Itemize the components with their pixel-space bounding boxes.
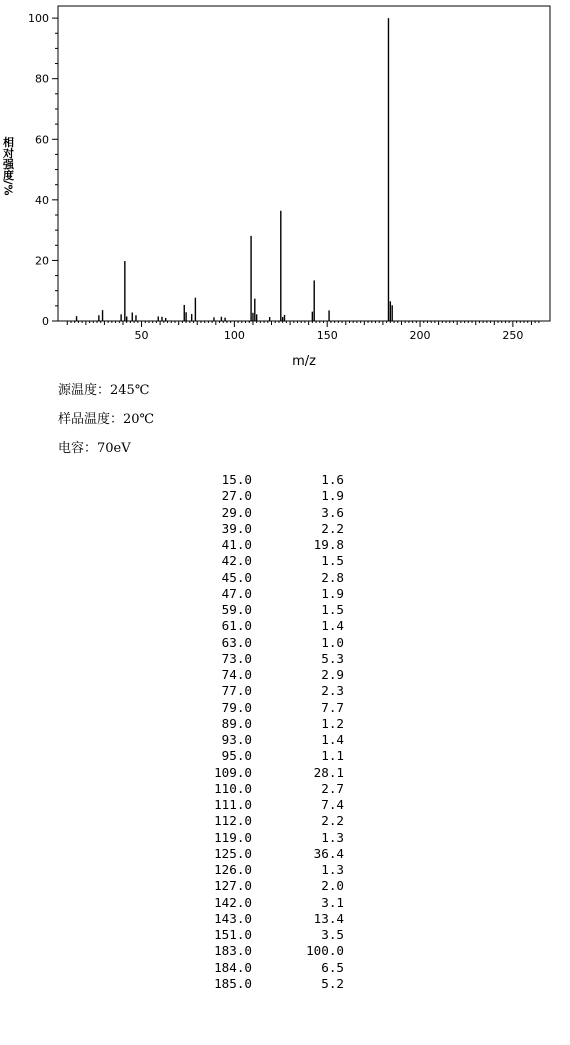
mz-cell: 142.0 [214, 894, 252, 910]
table-row [170, 700, 344, 716]
intensity-cell: 3.6 [321, 504, 344, 520]
mz-cell: 79.0 [221, 699, 252, 715]
table-row [170, 781, 344, 797]
table-row [170, 651, 344, 667]
table-row [170, 878, 344, 894]
table-row [170, 895, 344, 911]
plot-frame [58, 6, 550, 321]
mz-cell: 73.0 [221, 650, 252, 666]
mz-cell: 93.0 [221, 732, 252, 747]
table-row [170, 813, 344, 829]
table-row [170, 521, 344, 537]
table-row [170, 797, 344, 813]
table-row [170, 618, 344, 634]
intensity-cell: 7.7 [321, 699, 344, 715]
mz-cell: 95.0 [221, 748, 252, 764]
mz-cell: 127.0 [214, 878, 252, 894]
intensity-cell: 36.4 [313, 845, 344, 861]
table-row [170, 911, 344, 927]
intensity-cell: 1.9 [321, 585, 344, 601]
table-row [170, 667, 344, 683]
intensity-cell: 2.2 [321, 520, 344, 536]
mass-spectrum-chart [0, 0, 570, 372]
intensity-cell: 1.3 [321, 862, 344, 877]
table-row [170, 732, 344, 748]
intensity-cell: 6.5 [321, 959, 344, 975]
intensity-cell: 19.8 [313, 537, 344, 552]
table-row [170, 748, 344, 764]
table-row [170, 488, 344, 504]
mz-cell: 109.0 [214, 764, 252, 780]
table-row [170, 505, 344, 521]
mz-cell: 77.0 [221, 683, 252, 699]
intensity-cell: 1.0 [321, 634, 344, 650]
mz-cell: 63.0 [221, 634, 252, 650]
mz-cell: 119.0 [214, 829, 252, 845]
table-row [170, 716, 344, 732]
intensity-cell: 1.3 [321, 829, 344, 845]
intensity-cell: 3.5 [321, 927, 344, 942]
mz-cell: 112.0 [214, 813, 252, 829]
x-tick-label: 100 [223, 329, 245, 342]
intensity-cell: 2.7 [321, 780, 344, 796]
ionization-energy: 电容：70eV [58, 441, 131, 456]
intensity-cell: 1.6 [321, 472, 344, 487]
mz-cell: 41.0 [221, 537, 252, 552]
table-row [170, 553, 344, 569]
x-tick-label: 200 [409, 329, 431, 342]
mz-cell: 42.0 [221, 553, 252, 569]
x-axis-label: m/z [292, 354, 316, 369]
x-tick-label: 250 [502, 329, 524, 342]
x-tick-label: 50 [134, 329, 149, 342]
intensity-cell: 13.4 [313, 910, 344, 926]
y-tick-label: 40 [35, 193, 49, 207]
intensity-cell: 5.2 [321, 975, 344, 991]
table-row [170, 765, 344, 781]
intensity-cell: 100.0 [306, 943, 344, 959]
mz-cell: 151.0 [214, 927, 252, 942]
mz-cell: 126.0 [214, 862, 252, 877]
mz-cell: 184.0 [214, 959, 252, 975]
source-temperature: 源温度：245℃ [58, 383, 150, 398]
intensity-cell: 1.4 [321, 618, 344, 634]
y-tick-label: 0 [42, 315, 49, 328]
intensity-cell: 1.1 [321, 748, 344, 764]
intensity-cell: 1.2 [321, 715, 344, 731]
table-row [170, 976, 344, 992]
intensity-cell: 28.1 [313, 764, 344, 780]
table-row [170, 960, 344, 976]
table-row [170, 943, 344, 959]
y-tick-label: 20 [35, 254, 49, 268]
mz-cell: 39.0 [221, 520, 252, 536]
mz-cell: 61.0 [221, 618, 252, 634]
table-row [170, 586, 344, 602]
intensity-cell: 7.4 [321, 797, 344, 812]
table-row [170, 927, 344, 943]
intensity-cell: 2.9 [321, 667, 344, 682]
mz-cell: 125.0 [214, 845, 252, 861]
intensity-cell: 2.0 [321, 878, 344, 894]
table-row [170, 846, 344, 862]
mz-cell: 27.0 [221, 488, 252, 504]
table-row [170, 862, 344, 878]
intensity-cell: 2.2 [321, 813, 344, 829]
mz-cell: 59.0 [221, 602, 252, 617]
mz-cell: 15.0 [221, 472, 252, 487]
table-row [170, 537, 344, 553]
table-row [170, 472, 344, 488]
peak-table [170, 472, 344, 992]
mz-cell: 110.0 [214, 780, 252, 796]
y-tick-label: 100 [28, 12, 49, 26]
spectrum-peaks [77, 18, 393, 321]
mz-cell: 111.0 [214, 797, 252, 812]
intensity-cell: 1.4 [321, 732, 344, 747]
intensity-cell: 1.5 [321, 553, 344, 569]
mz-cell: 45.0 [221, 569, 252, 585]
x-tick-label: 150 [316, 329, 338, 342]
intensity-cell: 2.3 [321, 683, 344, 699]
mz-cell: 89.0 [221, 715, 252, 731]
mz-cell: 29.0 [221, 504, 252, 520]
y-tick-label: 80 [35, 72, 49, 86]
mz-cell: 74.0 [221, 667, 252, 682]
x-axis-ticks [67, 321, 539, 342]
y-axis-label: 相对强度/% [1, 136, 15, 196]
table-row [170, 635, 344, 651]
table-row [170, 683, 344, 699]
intensity-cell: 5.3 [321, 650, 344, 666]
table-row [170, 602, 344, 618]
intensity-cell: 1.5 [321, 602, 344, 617]
mz-cell: 143.0 [214, 910, 252, 926]
mz-cell: 47.0 [221, 585, 252, 601]
intensity-cell: 2.8 [321, 569, 344, 585]
mz-cell: 185.0 [214, 975, 252, 991]
intensity-cell: 1.9 [321, 488, 344, 504]
table-row [170, 830, 344, 846]
table-row [170, 570, 344, 586]
mz-cell: 183.0 [214, 943, 252, 959]
y-axis-ticks [28, 12, 58, 328]
y-tick-label: 60 [35, 133, 49, 147]
sample-temperature: 样品温度：20℃ [58, 412, 155, 427]
intensity-cell: 3.1 [321, 894, 344, 910]
